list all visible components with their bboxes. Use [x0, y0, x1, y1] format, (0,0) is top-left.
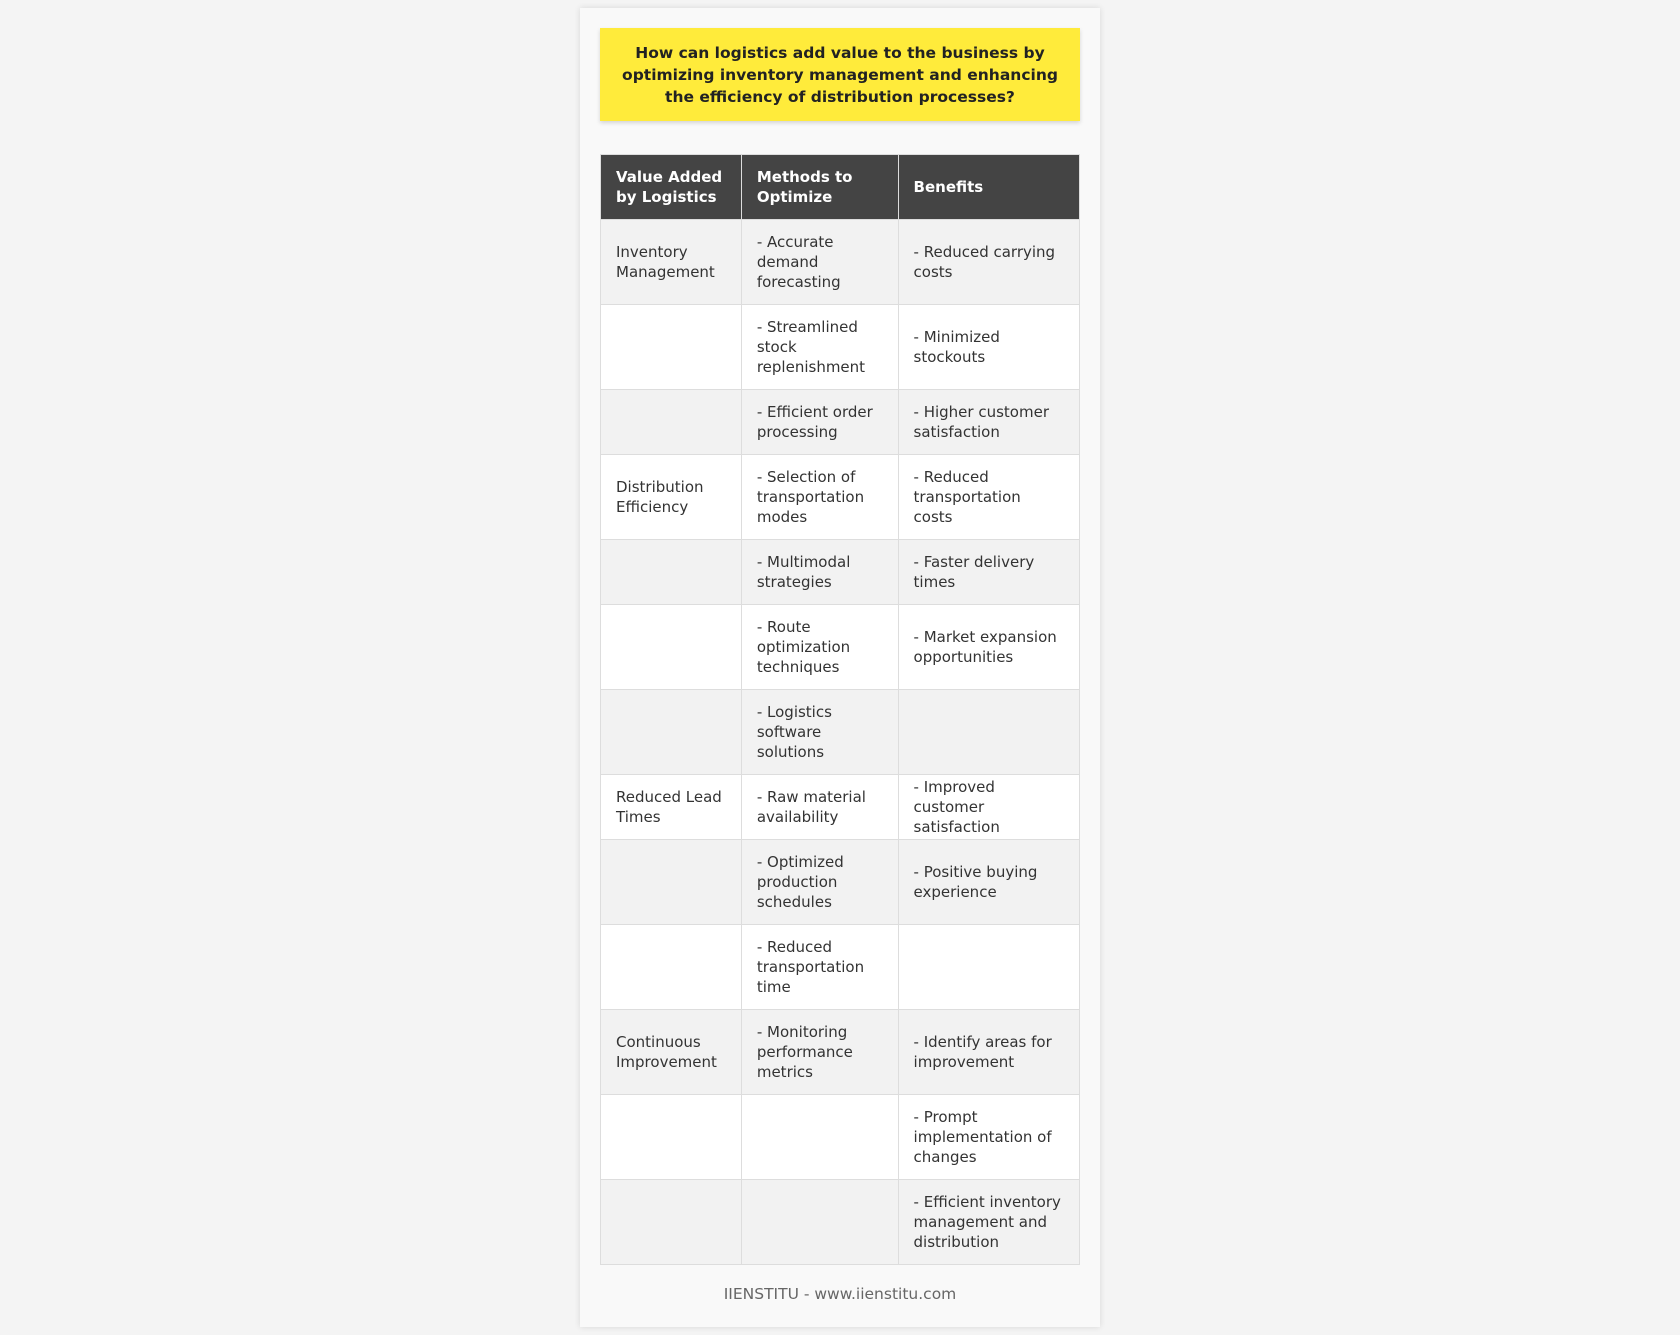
value-cell: Reduced Lead Times — [601, 775, 742, 840]
question-banner: How can logistics add value to the business by optimizing inventory management and enhancing the efficiency of distribution processes? — [600, 28, 1080, 121]
header-value-added: Value Added by Logistics — [601, 155, 742, 220]
benefit-cell: - Efficient inventory management and distribution — [898, 1180, 1079, 1265]
table-row — [601, 1095, 1080, 1180]
benefit-cell: - Higher customer satisfaction — [898, 390, 1079, 455]
benefit-cell: - Reduced carrying costs — [898, 220, 1079, 305]
benefit-cell: - Market expansion opportunities — [898, 605, 1079, 690]
table-row — [601, 1180, 1080, 1265]
table-header-row — [601, 155, 1080, 220]
benefit-cell: - Positive buying experience — [898, 840, 1079, 925]
benefit-cell — [898, 690, 1079, 775]
table-row — [601, 220, 1080, 305]
method-cell: - Monitoring performance metrics — [741, 1010, 898, 1095]
header-benefits: Benefits — [898, 155, 1079, 220]
method-cell: - Logistics software solutions — [741, 690, 898, 775]
method-cell: - Reduced transportation time — [741, 925, 898, 1010]
value-cell — [601, 605, 742, 690]
value-cell — [601, 1180, 742, 1265]
table-row — [601, 1010, 1080, 1095]
table-row — [601, 540, 1080, 605]
method-cell — [741, 1180, 898, 1265]
value-cell: Inventory Management — [601, 220, 742, 305]
method-cell: - Streamlined stock replenishment — [741, 305, 898, 390]
value-cell: Distribution Efficiency — [601, 455, 742, 540]
table-row — [601, 305, 1080, 390]
value-cell: Continuous Improvement — [601, 1010, 742, 1095]
benefit-cell — [898, 925, 1079, 1010]
table-row — [601, 840, 1080, 925]
table-row — [601, 455, 1080, 540]
table-row — [601, 775, 1080, 840]
method-cell: - Multimodal strategies — [741, 540, 898, 605]
method-cell: - Route optimization techniques — [741, 605, 898, 690]
benefit-cell: - Minimized stockouts — [898, 305, 1079, 390]
value-cell — [601, 840, 742, 925]
benefit-cell: - Identify areas for improvement — [898, 1010, 1079, 1095]
header-methods: Methods to Optimize — [741, 155, 898, 220]
value-cell — [601, 305, 742, 390]
content-card — [580, 8, 1100, 1327]
table-row — [601, 925, 1080, 1010]
benefit-cell: - Reduced transportation costs — [898, 455, 1079, 540]
footer-credit: IIENSTITU - www.iienstitu.com — [723, 1285, 957, 1303]
method-cell: - Selection of transportation modes — [741, 455, 898, 540]
table-row — [601, 605, 1080, 690]
method-cell: - Accurate demand forecasting — [741, 220, 898, 305]
benefit-cell: - Improved customer satisfaction — [898, 775, 1079, 840]
value-cell — [601, 540, 742, 605]
method-cell: - Efficient order processing — [741, 390, 898, 455]
table-row — [601, 690, 1080, 775]
value-table — [600, 154, 1080, 1265]
value-cell — [601, 690, 742, 775]
method-cell: - Raw material availability — [741, 775, 898, 840]
method-cell: - Optimized production schedules — [741, 840, 898, 925]
value-cell — [601, 1095, 742, 1180]
method-cell — [741, 1095, 898, 1180]
value-cell — [601, 925, 742, 1010]
value-cell — [601, 390, 742, 455]
benefit-cell: - Faster delivery times — [898, 540, 1079, 605]
table-row — [601, 390, 1080, 455]
benefit-cell: - Prompt implementation of changes — [898, 1095, 1079, 1180]
